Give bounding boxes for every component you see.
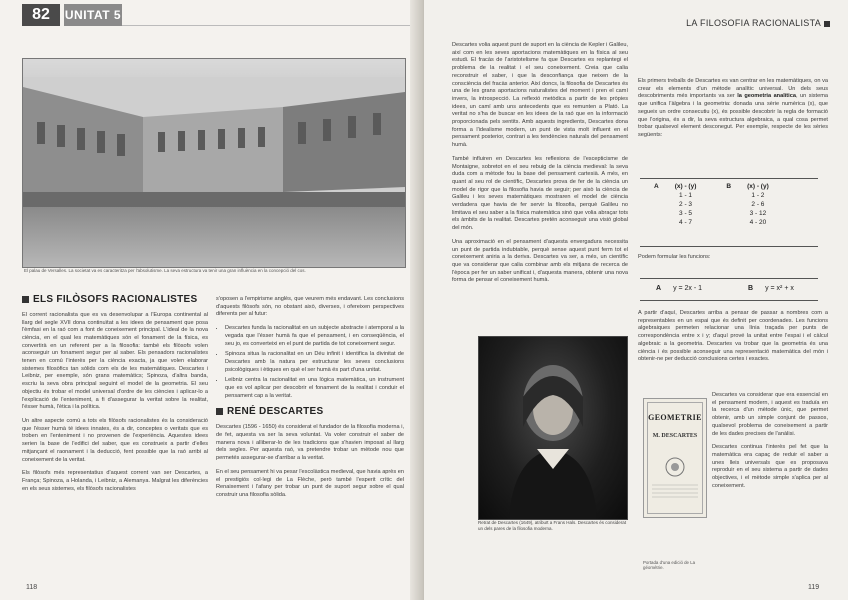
table-header-cell: A	[654, 183, 659, 190]
versailles-photo	[22, 58, 406, 268]
table-header-cell: (x) - (y)	[747, 183, 769, 190]
paragraph: Descartes volia aquest punt de suport en la ciència de Kepler i Galileu, així com en les seves aportacions matemàtiques en la física al seu estudi. El fracàs de l'aristotelisme fa que Descartes es replantegi el problema de la realitat i el seu coneixement. Creia que calia reconstruir el saber, i que la desconfiança que neixen de la consciència del fracàs anterior. Així doncs, la filosofia de Descartes és una de les grans aportacions naturalistes del moment i pren el camí invers, la introspecció. La reflexió metòdica a partir de les pròpies idees, un camí amb uns antecedents que es remunten a Plató. La veritat no s'ha de buscar en les idees de la raó que en la informació proporcionada pels sentits. Amb aquests ingredients, Descartes dona forma a l'idealisme modern, un punt de vista molt influent en el pensament posterior, contrari a les tendències naturals del pensament humà.	[452, 42, 628, 149]
book-author: M. DESCARTES	[652, 433, 698, 439]
right-column-2-top	[638, 78, 828, 146]
table-row: 3 - 5 3 - 12	[679, 210, 767, 217]
paragraph: En el seu pensament hi va pesar l'escolàstica medieval, que havia après en el prestigiós col·legi de La Flèche, però també l'esperit crític del Renaixement i l'afany per trobar un punt de suport segur sobre el qual construir una filosofia sòlida.	[216, 468, 404, 498]
paragraph: Els filòsofs més representatius d'aquest corrent van ser Descartes, a França; Spinoza, a Holanda, i Leibniz, a Alemanya. Malgrat les diferències en els seus sistemes, els filòsofs racionalistes	[22, 470, 208, 492]
unit-label: UNITAT 5	[64, 4, 122, 26]
table-row: 4 - 7 4 - 20	[679, 219, 767, 226]
courtyard-ground	[23, 207, 405, 267]
running-head: LA FILOSOFIA RACIONALISTA	[686, 18, 830, 28]
paragraph: També influiren en Descartes les reflexions de l'escepticisme de Montaigne, sobretot en el seu rebuig de la ciència medieval: la seva duda com a mètode fou la base del pensament cartesià. A més, en quant al seu rol de científic, Descartes prova de fer de la ciència un model de rigor que la filosofia havia de seguir; per això la ciència de Galileu i les seves matemàtiques mostraren el model de ciència verdadera que havia de fer servir la filosofia, perquè Galileu no limitava el seu saber a la física matemàtica sinó que volia abraçar tots els àmbits de la realitat. Descartes pretén aconseguir una visió global del món.	[452, 155, 628, 232]
equation-top-rule	[640, 278, 818, 279]
portrait-illustration	[479, 337, 627, 519]
right-column-2-bottom	[712, 392, 828, 496]
paragraph: Els primers treballs de Descartes es van centrar en les matemàtiques, on va crear els elements d'un mètode analític universal. Un dels seus descobriments més importants va ser la geometria analítica, un sistema que unifica l'àlgebra i la geometria: donada una sèrie numèrica (x), que segueix un ordre consecutiu (x), és possible descobrir la regla de formació que l'origina, és a dir, la seva estructura algebraica, a qual cosa permet trobar qualsevol element desconegut. Per exemple, respecte de les sèries següents:	[638, 78, 828, 138]
paragraph: Un altre aspecte comú a tots els filòsofs racionalistes és la consideració que l'ésser humà té idees innates, és a dir, conceptes o veritats que es troben en l'enteniment i no provenen de l'experiència. Aquestes idees serien la base de l'edifici del saber, que es construeix a partir d'elles mitjançant el raonament i la deducció, fent possible que la raó arribi al coneixement de la veritat.	[22, 417, 208, 463]
left-header	[0, 0, 420, 30]
left-page	[0, 0, 420, 600]
descartes-portrait	[478, 336, 628, 520]
section-heading-rationalists: ELS FILÒSOFS RACIONALISTES	[22, 296, 208, 304]
paragraph: Descartes (1596 - 1650) és considerat el fundador de la filosofia moderna i, de fet, aquesta va ser la seva voluntat. Va voler construir el saber de manera nova i alliberar-lo de les tradicions que s'havien imposat al llarg dels segles. Per aquesta raó, va pretendre trobar un mètode nou que permetés assegurar-se d'arribar a la veritat.	[216, 424, 404, 462]
series-table	[646, 182, 777, 227]
palace-illustration	[23, 77, 405, 207]
table-row: 1 - 1 1 - 2	[679, 192, 765, 199]
paragraph: Descartes va considerar que era essencial en el pensament modern, i aquest es traduïa en la recerca d'un mètode únic, que permet obtenir, amb un simple conjunt de passos, qualsevol problema de coneixement a partir de les dades precises de l'anàlisi.	[712, 392, 828, 437]
book-title: GEOMETRIE	[648, 413, 702, 422]
table-header-cell: B	[726, 183, 732, 190]
table-header-cell: (x) - (y)	[674, 183, 697, 190]
geometrie-book-cover	[643, 398, 707, 518]
cover-ornament	[644, 399, 706, 517]
paragraph: s'oposen a l'empirisme anglès, que veurem més endavant. Les conclusions d'aquests filòsofs són, no obstant això, diverses, i ofereixen perspectives diferents per al futur:	[216, 296, 404, 318]
table-top-rule	[640, 178, 818, 179]
left-footer-page-number: 118	[26, 584, 38, 591]
right-column-2-middle	[638, 310, 828, 370]
list-item: • Leibniz centra la racionalitat en una lògica matemàtica, un instrument que es vol aplicar per descobrir el fonament de la realitat i conduir el pensament cap a la veritat.	[225, 377, 404, 400]
paragraph: Una aproximació en el pensament d'aquesta envergadura necessita un punt de partida indubtable, perquè sense aquest punt ferm tot el coneixement aniria a la deriva. Descartes va ser, a més, un científic que va considerar que calia combinar amb els mitjans de recerca de l'època per fer un saber unificat i, d'aquesta manera, obtenir una nova forma de pensar el coneixement humà.	[452, 238, 628, 284]
heading-square-icon	[216, 408, 223, 415]
photo-caption: El palau de Versalles. La societat va es caracteritza per l'absolutisme. La seva estructura va tenir una gran influència en la concepció del cos.	[24, 268, 306, 273]
left-column-1	[22, 296, 208, 499]
bold-term: la geometria analítica	[737, 93, 796, 100]
list-item: • Spinoza situa la racionalitat en un Déu infinit i identifica la divinitat de Descartes amb la natura per estructurar les seves conclusions psicològiques i ètiques en què el ser humà és part d'una unitat.	[225, 351, 404, 374]
right-footer-page-number: 119	[808, 584, 820, 591]
left-column-2	[216, 296, 404, 506]
header-rule	[122, 25, 412, 26]
book-caption: Portada d'una edició de La géométrie.	[643, 560, 696, 570]
paragraph: Descartes continua l'interès pel fet que la matemàtica era capaç de reduir el saber a unes lleis universals que es proposava reproduir en el seu sistema a partir de dades objectives, i el mètode simple s'aplica per al coneixement.	[712, 444, 828, 489]
paragraph: A partir d'aquí, Descartes arriba a pensar de passar a nombres com a representables en un espai que és definit per coordenades. Les funcions algebraiques permeten relacionar una línia traçada per punts de correspondència entre x i y; d'aquí prové la unitat entre l'espai i el càlcul algebraic a la geometria. Descartes va trobar que la geometria és una ciència i és possible aconseguir una representació matemàtica del món i obtenir-ne per deducció conclusions certes i exactes.	[638, 310, 828, 363]
table-note: Podem formular les funcions:	[638, 254, 711, 260]
running-head-square-icon	[824, 21, 830, 27]
table-bottom-rule	[640, 246, 818, 247]
right-column-1	[452, 42, 628, 291]
table-header-row	[646, 182, 777, 191]
page-number-badge: 82	[22, 4, 60, 26]
list-item: • Descartes funda la racionalitat en un subjecte abstracte i atemporal a la vegada que l'ésser humà fa que el pensament, i en conseqüència, el seu jo, es converteixi en el punt de partida de tot coneixement segur.	[225, 325, 404, 348]
section-heading-descartes: RENÉ DESCARTES	[216, 408, 404, 416]
equation-bottom-rule	[640, 300, 818, 301]
portrait-caption: Retrat de Descartes (1649), atribuït a Frans Hals. Descartes és considerat un dels pares de la filosofia moderna.	[478, 520, 627, 531]
bullet-list	[216, 325, 404, 400]
paragraph: El corrent racionalista que es va desenvolupar a l'Europa continental al llarg del segle XVII dona continuïtat a les idees de pensament que posa l'èmfasi en la raó com a font de coneixement principal. L'ideal de la nova ciència, en el qual les matemàtiques són el fonament de la física, es convertirà en un referent per a la filosofia: també els filòsofs volen aconseguir un fonament segur per al saber. Els pensadors racionalistes tenen en comú l'interès per la ciència exacta, ja que volen elaborar sistemes filosòfics tan sòlids com els de les matemàtiques. Descartes i Leibniz, per exemple, són grans matemàtics; Spinoza, d'altra banda, escriu la seva obra principal seguint el model de la geometria. El seu objectiu és trobar el model universal d'ordre de les ciències i aplicar-lo a l'explicació de l'enteniment, a fi d'assegurar la veritat sobre la realitat, l'ésser humà, l'ètica i la política.	[22, 311, 208, 411]
table-row: 2 - 3 2 - 6	[679, 201, 765, 208]
equation-a: A y = 2x - 1	[656, 285, 703, 292]
heading-square-icon	[22, 296, 29, 303]
equation-b: B y = x² + x	[748, 285, 794, 292]
